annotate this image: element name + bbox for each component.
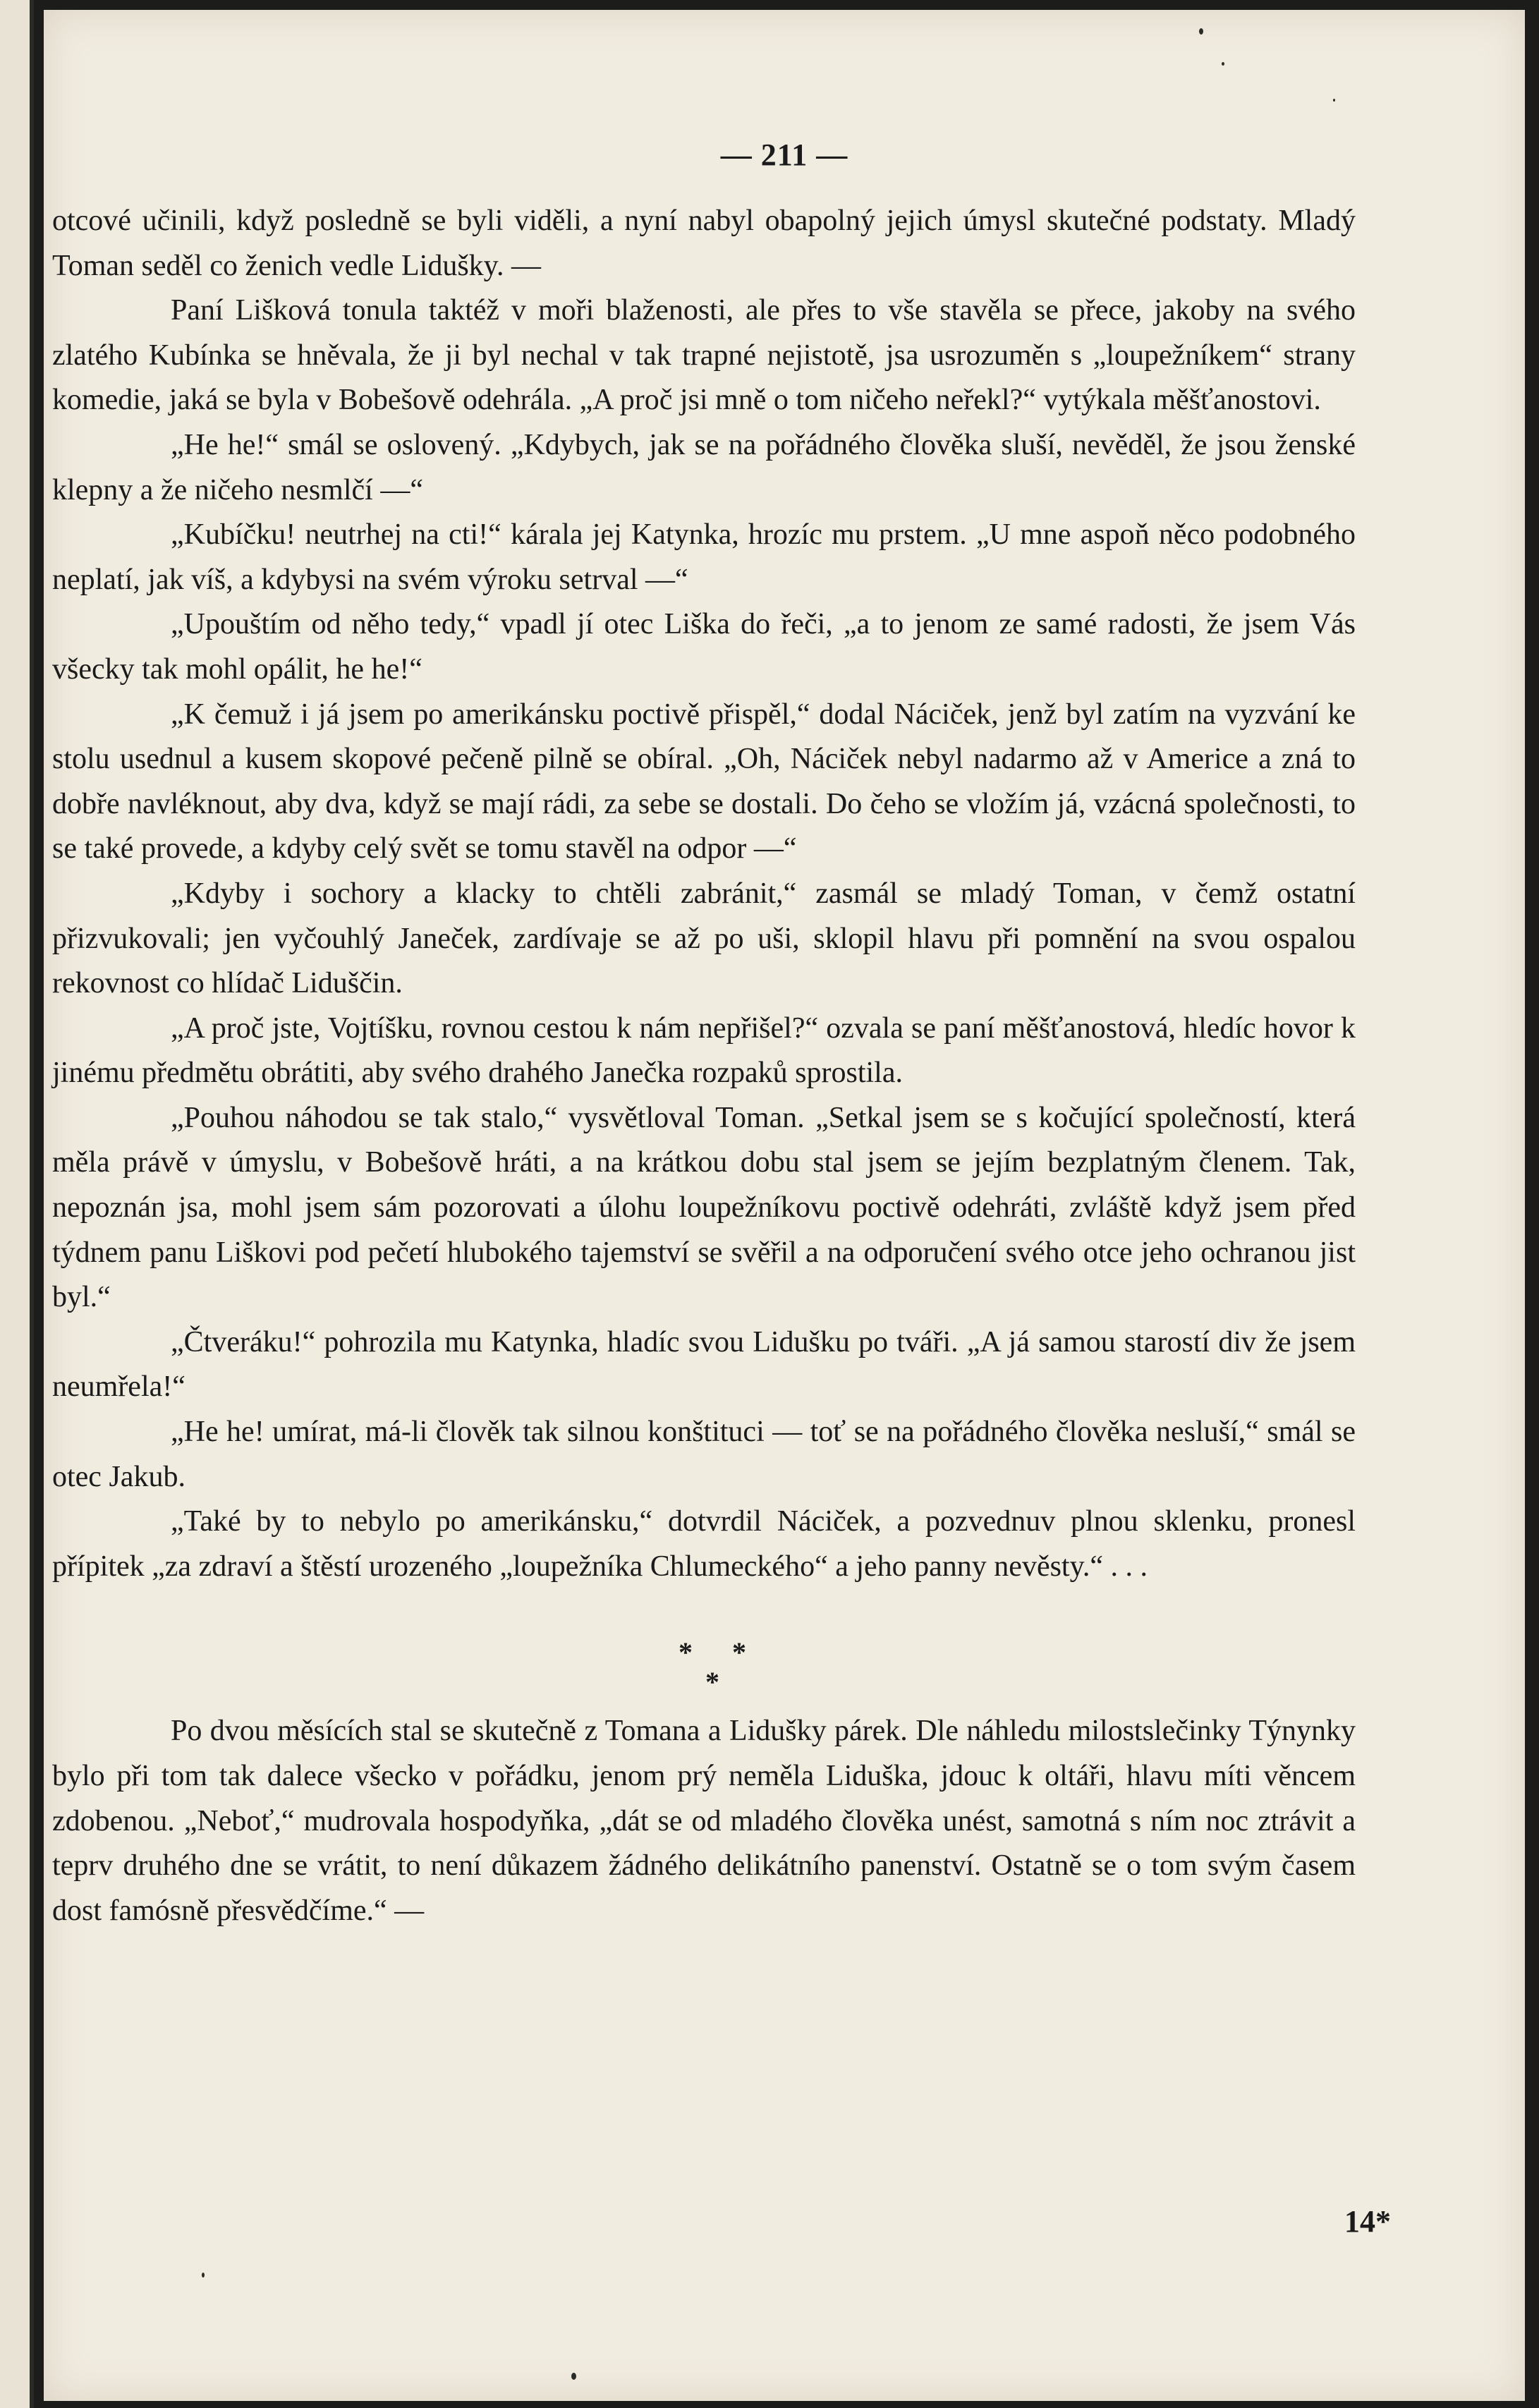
- paper-speck: [1222, 62, 1224, 66]
- asterisk: *: [679, 1636, 693, 1669]
- paragraph: „Čtveráku!“ pohrozila mu Katynka, hladíc svou Lidušku po tváři. „A já samou starostí div že jsem neumřela!“: [52, 1325, 1356, 1404]
- paragraph: „He he!“ smál se oslovený. „Kdybych, jak se na pořádného člověka sluší, nevěděl, že jsou ženské klepny a že ničeho nesmlčí —“: [52, 428, 1356, 506]
- paper-speck: [202, 2273, 205, 2278]
- paragraph: otcové učinili, když posledně se byli viděli, a nyní nabyl obapolný jejich úmysl skutečné podstaty. Mladý Toman seděl co ženich vedle Lidušky. —: [52, 205, 1356, 282]
- paragraph: „Kdyby i sochory a klacky to chtěli zabránit,“ zasmál se mladý Toman, v čemž ostatní přizvukovali; jen vyčouhlý Janeček, zardívaje se až po uši, sklopil hlavu při pomnění na svou ospalou rekovnost co hlídač Liduščin.: [52, 877, 1356, 1000]
- paper-speck: [1199, 28, 1203, 35]
- paragraph: „Kubíčku! neutrhej na cti!“ kárala jej Katynka, hrozíc mu prstem. „U mne aspoň něco podobného neplatí, jak víš, a kdybysi na svém výroku setrval —“: [52, 518, 1356, 596]
- asterisk: *: [705, 1666, 719, 1698]
- paragraph: „A proč jste, Vojtíšku, rovnou cestou k nám nepřišel?“ ozvala se paní měšťanostová, hledíc hovor k jinému předmětu obrátiti, aby svého drahého Janečka rozpaků sprostila.: [52, 1011, 1356, 1090]
- paragraph: „Také by to nebylo po amerikánsku,“ dotvrdil Náciček, a pozvednuv plnou sklenku, pronesl přípitek „za zdraví a štěstí urozeného „loupežníka Chlumeckého“ a jeho panny nevěsty.“ . . .: [52, 1505, 1356, 1583]
- adjacent-page-edge: [0, 0, 34, 2408]
- printer-signature-mark: 14*: [1344, 2204, 1391, 2239]
- paper-speck: [1333, 99, 1335, 102]
- paper-speck: [571, 2373, 576, 2380]
- paragraph: Po dvou měsících stal se skutečně z Tomana a Lidušky párek. Dle náhledu milostslečinky Týnynky bylo při tom tak dalece všecko v pořádku, jenom prý neměla Liduška, jdouc k oltáři, hlavu míti věncem zdobenou. „Neboť,“ mudrovala hospodyňka, „dát se od mladého člověka unést, samotná s ním noc ztrávit a teprv druhého dne se vrátit, to není důkazem žádného delikátního panenství. Ostatně se o tom svým časem dost famósně přesvědčíme.“ —: [52, 1715, 1356, 1927]
- page-number: — 211 —: [720, 138, 848, 172]
- section-break-asterism: [52, 1589, 1356, 1709]
- paragraph: „K čemuž i já jsem po amerikánsku poctivě přispěl,“ dodal Náciček, jenž byl zatím na vyzvání ke stolu usednul a kusem skopové pečeně pilně se obíral. „Oh, Náciček nebyl nadarmo až v Americe a zná to dobře navléknout, aby dva, když se mají rádi, za sebe se dostali. Do čeho se vložím já, vzácná společnosti, to se také provede, a kdyby celý svět se tomu stavěl na odpor —“: [52, 698, 1356, 865]
- paragraph: Paní Lišková tonula taktéž v moři blaženosti, ale přes to vše stavěla se přece, jakoby na svého zlatého Kubínka se hněvala, že ji byl nechal v tak trapné nejistotě, jsa usrozuměn s „loupežníkem“ strany komedie, jaká se byla v Bobešově odehrála. „A proč jsi mně o tom ničeho neřekl?“ vytýkala měšťanostovi.: [52, 294, 1356, 417]
- paragraph: „Pouhou náhodou se tak stalo,“ vysvětloval Toman. „Setkal jsem se s kočující společností, která měla právě v úmyslu, v Bobešově hráti, a na krátkou dobu stal jsem se jejím bezplatným členem. Tak, nepoznán jsa, mohl jsem sám pozorovati a úlohu loupežníkovu poctivě odehráti, zvláště když jsem před týdnem panu Liškovi pod pečetí hlubokého tajemství se svěřil a na odporučení svého otce jeho ochranou jist byl.“: [52, 1101, 1356, 1314]
- paragraph: „Upouštím od něho tedy,“ vpadl jí otec Liška do řeči, „a to jenom ze samé radosti, že jsem Vás všecky tak mohl opálit, he he!“: [52, 608, 1356, 686]
- page-body: [52, 199, 1356, 1933]
- asterisk: *: [732, 1636, 746, 1669]
- paragraph: „He he! umírat, má-li člověk tak silnou konštituci — toť se na pořádného člověka nesluší,“ smál se otec Jakub.: [52, 1416, 1356, 1493]
